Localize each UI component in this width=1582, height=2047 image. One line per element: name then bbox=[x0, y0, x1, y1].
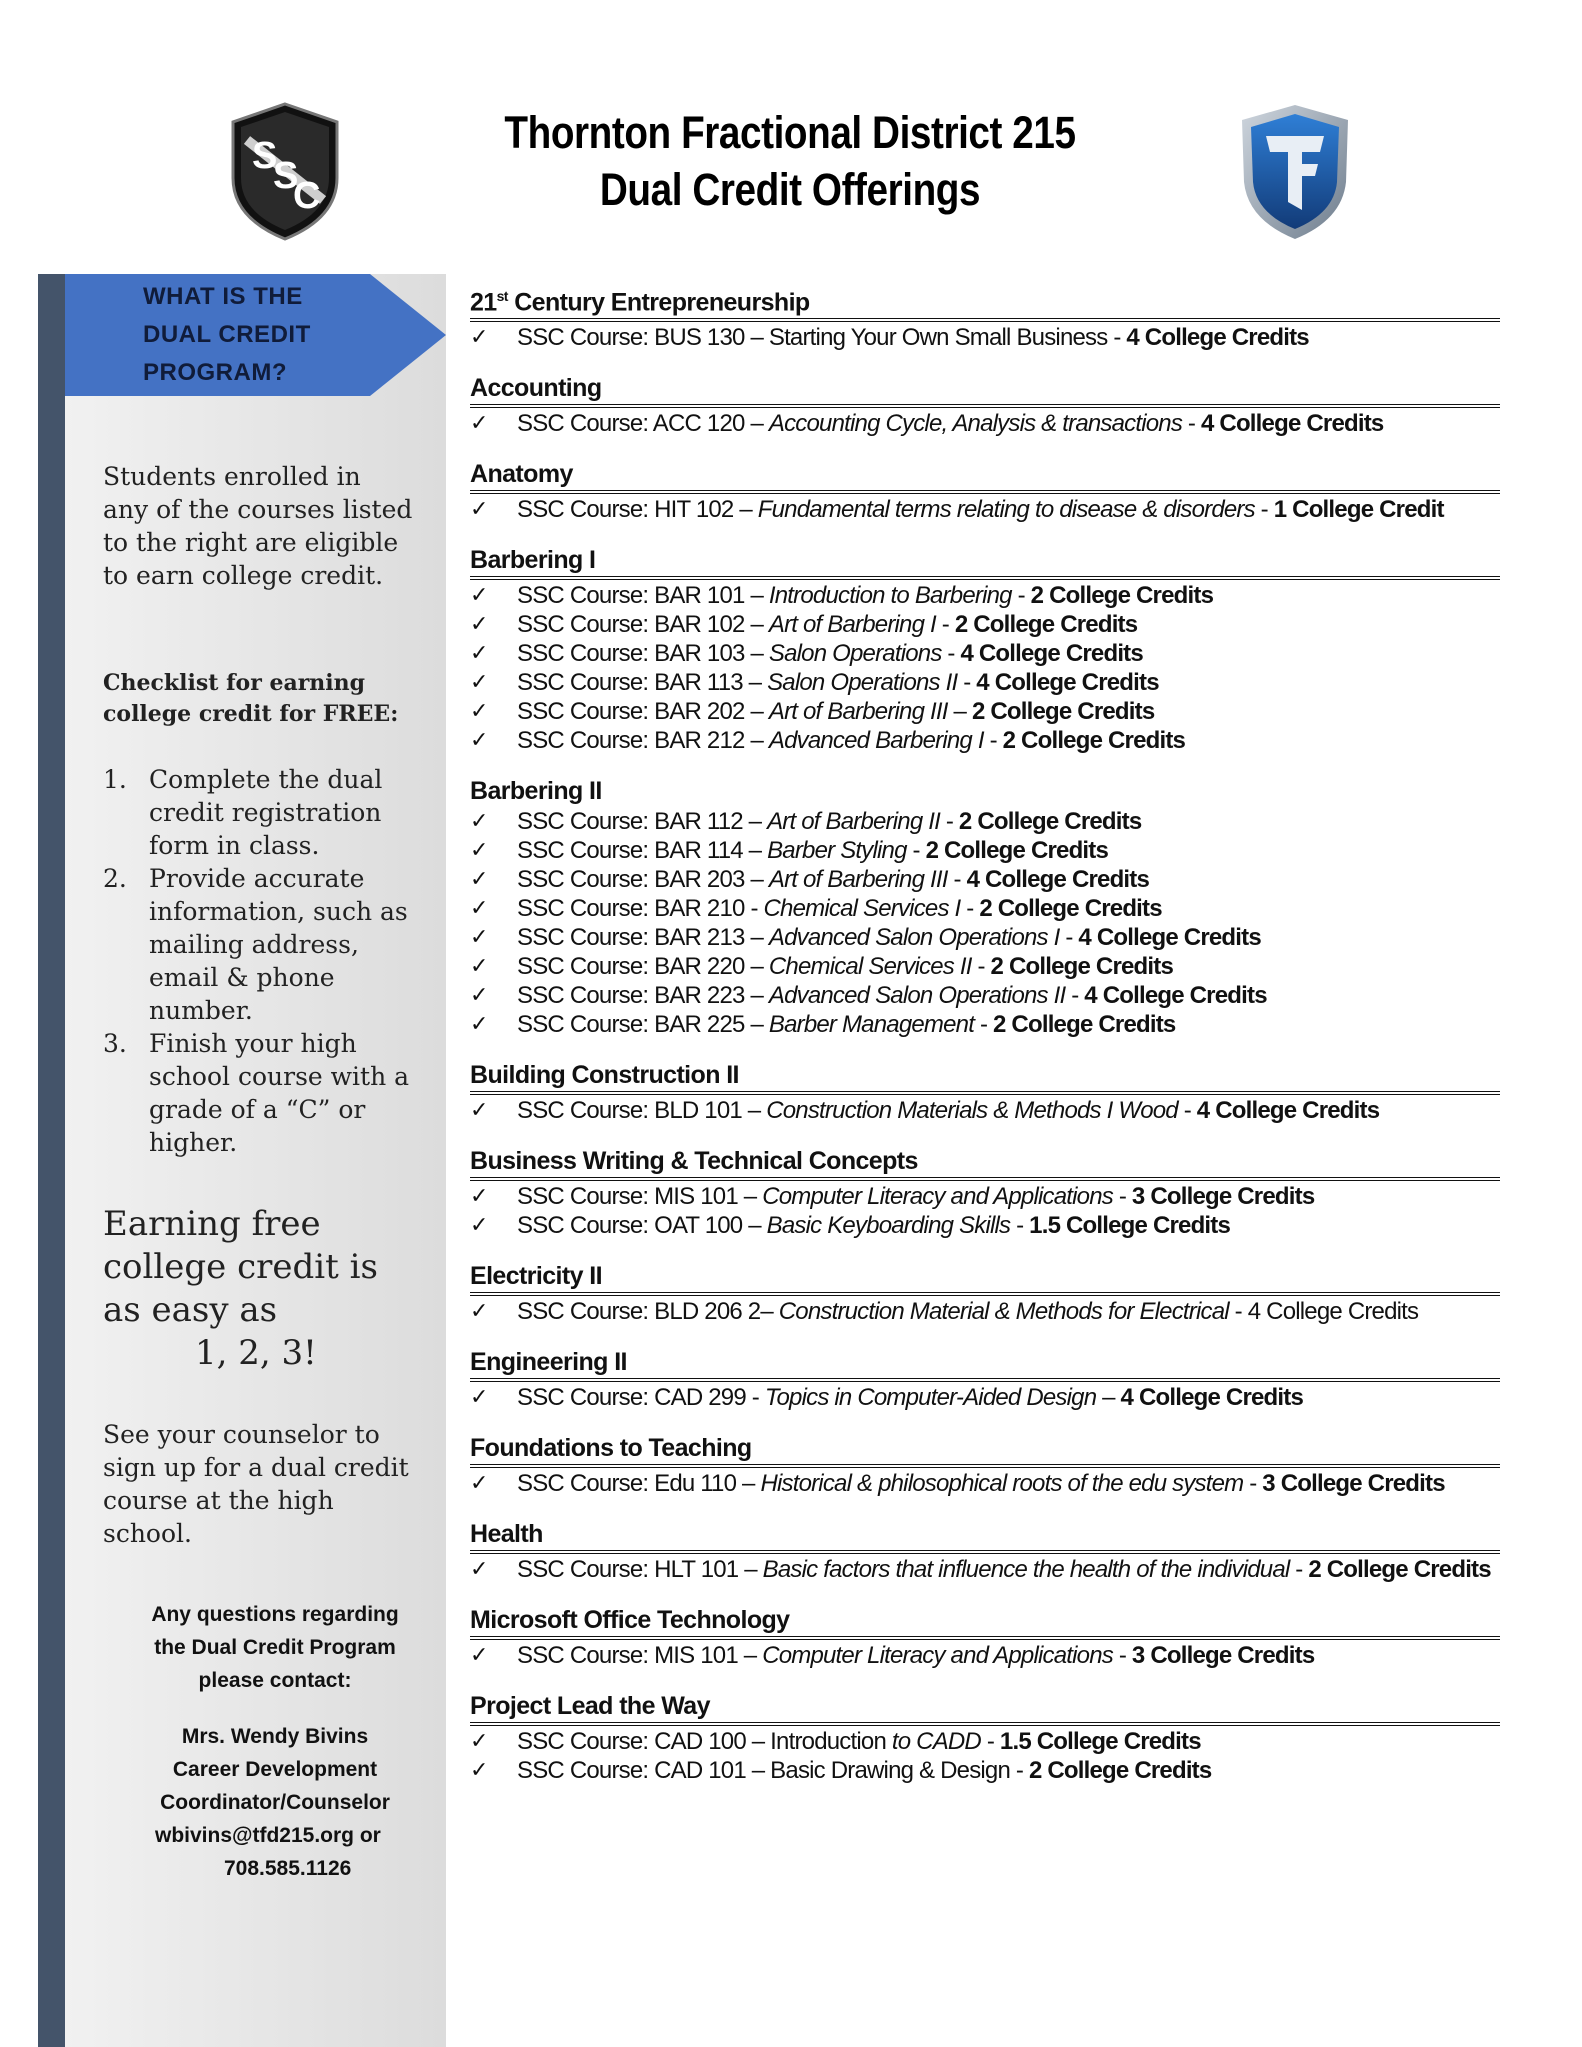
course-credits: 4 College Credits bbox=[1196, 1097, 1380, 1125]
sidebar-banner-text bbox=[143, 278, 383, 392]
contact-line: Mrs. Wendy Bivins bbox=[181, 1725, 369, 1748]
section-rule bbox=[470, 1378, 1500, 1382]
course-item bbox=[470, 1297, 1500, 1326]
contact-person bbox=[120, 1720, 430, 1819]
section-rule bbox=[470, 1550, 1500, 1554]
course-item bbox=[470, 836, 1500, 865]
course-separator: - bbox=[1112, 1642, 1132, 1670]
course-title: Art of Barbering II bbox=[767, 808, 940, 836]
section-title: Business Writing & Technical Concepts bbox=[470, 1147, 918, 1176]
ssc-logo-letter-c: C bbox=[293, 175, 321, 217]
check-mark-icon: ✓ bbox=[470, 838, 488, 864]
course-title: Salon Operations bbox=[768, 640, 942, 668]
course-title: Construction Material & Methods for Electrical bbox=[778, 1298, 1229, 1326]
section-title: Microsoft Office Technology bbox=[470, 1606, 790, 1635]
sidebar-intro-text: Students enrolled in any of the courses listed to the right are eligible to earn college credit. bbox=[103, 462, 413, 590]
section-title-superscript: st bbox=[496, 288, 508, 304]
course-code: SSC Course: BAR 203 – bbox=[517, 866, 769, 894]
ssc-logo-letter-s1: S bbox=[252, 135, 278, 177]
checklist-text: Provide accurate information, such as mailing address, email & phone number. bbox=[149, 864, 408, 1025]
course-section bbox=[470, 1059, 1500, 1125]
section-rule bbox=[470, 1177, 1500, 1181]
course-item bbox=[470, 1727, 1500, 1756]
course-credits: 1 College Credit bbox=[1273, 496, 1444, 524]
course-title: Art of Barbering III bbox=[768, 866, 948, 894]
course-separator: - bbox=[935, 611, 955, 639]
course-title: Advanced Salon Operations II bbox=[768, 982, 1066, 1010]
course-separator: - bbox=[1112, 1183, 1132, 1211]
section-title: Project Lead the Way bbox=[470, 1692, 710, 1721]
course-section bbox=[470, 1604, 1500, 1670]
checklist-text: Finish your high school course with a grade of a “C” or higher. bbox=[149, 1029, 410, 1157]
course-item bbox=[470, 610, 1500, 639]
course-code: SSC Course: MIS 101 – bbox=[517, 1642, 763, 1670]
course-item bbox=[470, 323, 1500, 352]
course-title: Art of Barbering I bbox=[768, 611, 936, 639]
course-separator: - bbox=[983, 727, 1003, 755]
course-code: SSC Course: OAT 100 – bbox=[517, 1212, 767, 1240]
check-mark-icon: ✓ bbox=[470, 1729, 488, 1755]
course-separator: - bbox=[1065, 982, 1085, 1010]
check-mark-icon: ✓ bbox=[470, 1643, 488, 1669]
section-rule bbox=[470, 1722, 1500, 1726]
course-separator: - bbox=[1010, 1212, 1030, 1240]
page-title-line2: Dual Credit Offerings bbox=[599, 164, 981, 215]
section-title: Electricity II bbox=[470, 1262, 602, 1291]
course-item bbox=[470, 1010, 1500, 1039]
section-rule bbox=[470, 1091, 1500, 1095]
course-item bbox=[470, 1469, 1500, 1498]
course-item bbox=[470, 1555, 1500, 1584]
check-mark-icon: ✓ bbox=[470, 1385, 488, 1411]
contact-phone: 708.585.1126 bbox=[224, 1857, 352, 1880]
check-mark-icon: ✓ bbox=[470, 1758, 488, 1784]
course-title: Art of Barbering III bbox=[768, 698, 948, 726]
course-code: SSC Course: BAR 223 – bbox=[517, 982, 769, 1010]
section-rule bbox=[470, 1464, 1500, 1468]
course-code: SSC Course: BLD 101 – bbox=[517, 1097, 767, 1125]
easy-as-numbers: 1, 2, 3! bbox=[195, 1333, 317, 1373]
course-credits: 1.5 College Credits bbox=[999, 1728, 1201, 1756]
course-credits: 2 College Credits bbox=[1308, 1556, 1491, 1584]
course-credits: 2 College Credits bbox=[925, 837, 1109, 865]
course-section bbox=[470, 458, 1500, 524]
check-mark-icon: ✓ bbox=[470, 728, 488, 754]
tf-logo-icon bbox=[1238, 102, 1352, 242]
course-credits: 3 College Credits bbox=[1131, 1642, 1315, 1670]
course-code: SSC Course: BAR 112 – bbox=[517, 808, 768, 836]
course-separator: - bbox=[939, 808, 959, 836]
course-section bbox=[470, 544, 1500, 755]
course-credits: 4 College Credits bbox=[1247, 1298, 1419, 1326]
course-item bbox=[470, 894, 1500, 923]
check-mark-icon: ✓ bbox=[470, 896, 488, 922]
counselor-text: See your counselor to sign up for a dual credit course at the high school. bbox=[103, 1420, 409, 1548]
course-separator: - bbox=[1107, 324, 1127, 352]
check-mark-icon: ✓ bbox=[470, 1471, 488, 1497]
course-credits: 4 College Credits bbox=[976, 669, 1159, 697]
course-section bbox=[470, 775, 1500, 1039]
check-mark-icon: ✓ bbox=[470, 1012, 488, 1038]
course-section bbox=[470, 1346, 1500, 1412]
course-code: SSC Course: BAR 225 – bbox=[517, 1011, 769, 1039]
course-code: SSC Course: MIS 101 – bbox=[517, 1183, 763, 1211]
check-mark-icon: ✓ bbox=[470, 1098, 488, 1124]
course-credits: 4 College Credits bbox=[966, 866, 1150, 894]
course-title: Basic factors that influence the health of the individual bbox=[762, 1556, 1290, 1584]
contact-line: Coordinator/Counselor bbox=[160, 1791, 390, 1814]
contact-questions bbox=[120, 1598, 430, 1697]
course-item bbox=[470, 495, 1500, 524]
course-item bbox=[470, 726, 1500, 755]
checklist-number: 3. bbox=[103, 1029, 127, 1058]
course-section bbox=[470, 1518, 1500, 1584]
checklist-heading: Checklist for earning college credit for FREE: bbox=[103, 670, 399, 727]
section-title: Barbering II bbox=[470, 777, 602, 806]
course-credits: 4 College Credits bbox=[960, 640, 1143, 668]
check-mark-icon: ✓ bbox=[470, 1557, 488, 1583]
course-separator: - bbox=[1289, 1556, 1309, 1584]
checklist-item bbox=[103, 763, 423, 862]
course-title: Barber Management bbox=[768, 1011, 975, 1039]
course-separator: - bbox=[1182, 410, 1201, 438]
course-title: Construction Materials & Methods I Wood bbox=[766, 1097, 1178, 1125]
course-credits: 3 College Credits bbox=[1131, 1183, 1315, 1211]
course-item bbox=[470, 807, 1500, 836]
course-code: SSC Course: BAR 202 – bbox=[517, 698, 769, 726]
course-item bbox=[470, 409, 1500, 438]
course-separator: - bbox=[1011, 582, 1031, 610]
course-title: Barber Styling bbox=[767, 837, 907, 865]
course-code: SSC Course: BLD 206 2– bbox=[517, 1298, 779, 1326]
banner-line: PROGRAM? bbox=[143, 359, 287, 386]
course-credits: 2 College Credits bbox=[1028, 1757, 1212, 1785]
check-mark-icon: ✓ bbox=[470, 809, 488, 835]
course-title: Topics in Computer-Aided Design bbox=[764, 1384, 1097, 1412]
course-separator: – bbox=[1096, 1384, 1121, 1412]
check-mark-icon: ✓ bbox=[470, 1184, 488, 1210]
contact-line: please contact: bbox=[198, 1669, 352, 1692]
course-item bbox=[470, 1182, 1500, 1211]
course-separator: - bbox=[906, 837, 926, 865]
check-mark-icon: ✓ bbox=[470, 411, 488, 437]
course-item bbox=[470, 1211, 1500, 1240]
course-credits: 2 College Credits bbox=[971, 698, 1155, 726]
course-item bbox=[470, 1096, 1500, 1125]
page-title bbox=[489, 104, 1091, 218]
page-title-line1: Thornton Fractional District 215 bbox=[504, 107, 1076, 158]
course-code: SSC Course: BAR 213 – bbox=[517, 924, 769, 952]
banner-line: DUAL CREDIT bbox=[143, 321, 311, 348]
ssc-logo-letter-s2: S bbox=[273, 155, 299, 197]
check-mark-icon: ✓ bbox=[470, 612, 488, 638]
course-separator: - bbox=[971, 953, 991, 981]
course-credits: 4 College Credits bbox=[1120, 1384, 1304, 1412]
section-title: Health bbox=[470, 1520, 543, 1549]
section-title: Anatomy bbox=[470, 460, 573, 489]
section-rule bbox=[470, 576, 1500, 580]
banner-line: WHAT IS THE bbox=[143, 283, 303, 310]
course-title: Basic Keyboarding Skills bbox=[766, 1212, 1011, 1240]
check-mark-icon: ✓ bbox=[470, 583, 488, 609]
check-mark-icon: ✓ bbox=[470, 325, 488, 351]
course-separator: - bbox=[957, 669, 977, 697]
course-title: Advanced Barbering I bbox=[768, 727, 984, 755]
course-code: SSC Course: BAR 103 – bbox=[517, 640, 769, 668]
section-title: Engineering II bbox=[470, 1348, 627, 1377]
course-separator: - bbox=[974, 1011, 994, 1039]
course-separator: - bbox=[1254, 496, 1274, 524]
check-mark-icon: ✓ bbox=[470, 1299, 488, 1325]
course-separator: - bbox=[960, 895, 980, 923]
course-title: Computer Literacy and Applications bbox=[762, 1642, 1113, 1670]
course-credits: 4 College Credits bbox=[1201, 410, 1384, 438]
course-item bbox=[470, 1756, 1500, 1785]
course-title: Chemical Services I bbox=[763, 895, 961, 923]
course-separator: - bbox=[980, 1728, 1000, 1756]
course-code: SSC Course: Edu 110 – bbox=[517, 1470, 761, 1498]
checklist bbox=[103, 763, 423, 1159]
course-title: to CADD bbox=[891, 1728, 981, 1756]
check-mark-icon: ✓ bbox=[470, 983, 488, 1009]
course-title: Introduction to Barbering bbox=[768, 582, 1012, 610]
course-list bbox=[470, 280, 1500, 1805]
course-code: SSC Course: BAR 101 – bbox=[517, 582, 769, 610]
course-credits: 2 College Credits bbox=[958, 808, 1142, 836]
check-mark-icon: ✓ bbox=[470, 1213, 488, 1239]
course-code: SSC Course: HLT 101 – bbox=[517, 1556, 763, 1584]
course-title: Computer Literacy and Applications bbox=[762, 1183, 1113, 1211]
section-rule bbox=[470, 404, 1500, 408]
contact-line: Career Development bbox=[172, 1758, 378, 1781]
section-rule bbox=[470, 490, 1500, 494]
course-section bbox=[470, 1432, 1500, 1498]
course-code: SSC Course: CAD 101 – Basic Drawing & Design bbox=[517, 1757, 1011, 1785]
contact-line: Any questions regarding bbox=[151, 1603, 399, 1626]
course-credits: 2 College Credits bbox=[1030, 582, 1214, 610]
course-code: SSC Course: CAD 299 - bbox=[517, 1384, 765, 1412]
course-separator: - bbox=[1243, 1470, 1263, 1498]
course-credits: 2 College Credits bbox=[993, 1011, 1176, 1039]
section-title: 21st Century Entrepreneurship bbox=[470, 288, 810, 317]
course-credits: 4 College Credits bbox=[1084, 982, 1267, 1010]
sidebar-accent-bar bbox=[38, 274, 65, 2047]
course-title: Salon Operations II bbox=[767, 669, 958, 697]
course-credits: 3 College Credits bbox=[1262, 1470, 1445, 1498]
section-title: Accounting bbox=[470, 374, 602, 403]
course-code: SSC Course: BAR 114 – bbox=[517, 837, 768, 865]
course-code: SSC Course: HIT 102 – bbox=[517, 496, 758, 524]
course-credits: 2 College Credits bbox=[979, 895, 1162, 923]
course-separator: – bbox=[947, 698, 972, 726]
course-item bbox=[470, 581, 1500, 610]
course-item bbox=[470, 1383, 1500, 1412]
course-credits: 2 College Credits bbox=[990, 953, 1174, 981]
course-item bbox=[470, 697, 1500, 726]
course-code: SSC Course: BAR 212 – bbox=[517, 727, 769, 755]
course-title: Advanced Salon Operations I bbox=[768, 924, 1060, 952]
course-item bbox=[470, 981, 1500, 1010]
check-mark-icon: ✓ bbox=[470, 670, 488, 696]
check-mark-icon: ✓ bbox=[470, 954, 488, 980]
course-code: SSC Course: CAD 100 – Introduction bbox=[517, 1728, 892, 1756]
course-section bbox=[470, 372, 1500, 438]
section-title: Building Construction II bbox=[470, 1061, 739, 1090]
course-code: SSC Course: BAR 220 – bbox=[517, 953, 769, 981]
section-rule bbox=[470, 318, 1500, 322]
course-separator: - bbox=[1059, 924, 1079, 952]
easy-as-text: Earning free college credit is as easy as bbox=[103, 1204, 378, 1330]
check-mark-icon: ✓ bbox=[470, 497, 488, 523]
course-separator: - bbox=[1228, 1298, 1248, 1326]
contact-email: wbivins@tfd215.org or bbox=[155, 1824, 381, 1847]
course-item bbox=[470, 639, 1500, 668]
check-mark-icon: ✓ bbox=[470, 641, 488, 667]
course-credits: 4 College Credits bbox=[1078, 924, 1261, 952]
course-item bbox=[470, 923, 1500, 952]
course-credits: 1.5 College Credits bbox=[1029, 1212, 1231, 1240]
course-separator: - bbox=[1010, 1757, 1029, 1785]
course-title: Accounting Cycle, Analysis & transactions bbox=[768, 410, 1183, 438]
course-section bbox=[470, 1690, 1500, 1785]
course-separator: - bbox=[947, 866, 967, 894]
contact-line: the Dual Credit Program bbox=[154, 1636, 396, 1659]
check-mark-icon: ✓ bbox=[470, 699, 488, 725]
course-section bbox=[470, 1145, 1500, 1240]
section-rule bbox=[470, 1292, 1500, 1296]
course-code: SSC Course: BAR 102 – bbox=[517, 611, 769, 639]
course-title: Historical & philosophical roots of the edu system bbox=[760, 1470, 1244, 1498]
course-separator: - bbox=[1177, 1097, 1197, 1125]
ssc-logo-icon bbox=[225, 100, 345, 243]
course-title: Chemical Services II bbox=[768, 953, 972, 981]
course-credits: 2 College Credits bbox=[1002, 727, 1186, 755]
checklist-number: 2. bbox=[103, 864, 127, 893]
section-title: Foundations to Teaching bbox=[470, 1434, 752, 1463]
course-section bbox=[470, 280, 1500, 352]
checklist-item bbox=[103, 1027, 423, 1159]
course-code: SSC Course: ACC 120 – bbox=[517, 410, 769, 438]
course-code: SSC Course: BAR 113 – bbox=[517, 669, 768, 697]
course-separator: - bbox=[941, 640, 961, 668]
course-credits: 4 College Credits bbox=[1126, 324, 1309, 352]
check-mark-icon: ✓ bbox=[470, 925, 488, 951]
course-code: SSC Course: BAR 210 - bbox=[517, 895, 764, 923]
course-item bbox=[470, 1641, 1500, 1670]
check-mark-icon: ✓ bbox=[470, 867, 488, 893]
course-item bbox=[470, 865, 1500, 894]
checklist-number: 1. bbox=[103, 765, 127, 794]
checklist-text: Complete the dual credit registration form in class. bbox=[149, 765, 383, 860]
course-section bbox=[470, 1260, 1500, 1326]
section-rule bbox=[470, 1636, 1500, 1640]
course-item bbox=[470, 952, 1500, 981]
checklist-item bbox=[103, 862, 423, 1027]
course-title: Fundamental terms relating to disease & disorders bbox=[757, 496, 1255, 524]
course-code: SSC Course: BUS 130 – Starting Your Own Small Business bbox=[517, 324, 1108, 352]
course-credits: 2 College Credits bbox=[954, 611, 1138, 639]
section-title: Barbering I bbox=[470, 546, 596, 575]
course-item bbox=[470, 668, 1500, 697]
